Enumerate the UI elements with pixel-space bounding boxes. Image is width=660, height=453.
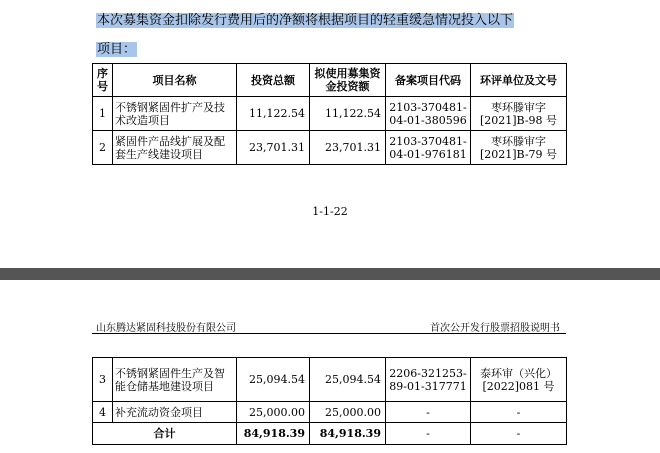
cell-seq: 4 bbox=[93, 402, 113, 423]
cell-filing-code: - bbox=[386, 402, 471, 423]
cell-total-investment: 25,094.54 bbox=[237, 358, 310, 402]
cell-project-name: 不锈钢紧固件扩产及技术改造项目 bbox=[113, 97, 237, 131]
cell-total-label: 合计 bbox=[93, 423, 237, 445]
header-seq: 序号 bbox=[93, 64, 113, 97]
header-rule bbox=[92, 333, 566, 334]
cell-eia: 枣环滕审字[2021]B-98 号 bbox=[471, 97, 567, 131]
cell-project-name: 紧固件产品线扩展及配套生产线建设项目 bbox=[113, 131, 237, 165]
cell-seq: 1 bbox=[93, 97, 113, 131]
cell-filing-code: 2206-321253-89-01-317771 bbox=[386, 358, 471, 402]
header-eia: 环评单位及文号 bbox=[471, 64, 567, 97]
table-row bbox=[93, 402, 567, 423]
intro-line-1 bbox=[96, 12, 566, 30]
cell-total-investment: 25,000.00 bbox=[237, 402, 310, 423]
cell-raised-funds: 25,094.54 bbox=[310, 358, 386, 402]
cell-project-name: 补充流动资金项目 bbox=[113, 402, 237, 423]
document-page-2 bbox=[0, 280, 660, 453]
header-total-investment: 投资总额 bbox=[237, 64, 310, 97]
cell-total-investment: 11,122.54 bbox=[237, 97, 310, 131]
cell-raised-funds: 25,000.00 bbox=[310, 402, 386, 423]
page-header-company: 山东腾达紧固科技股份有限公司 bbox=[96, 323, 236, 334]
cell-grand-raised: 84,918.39 bbox=[310, 423, 386, 445]
page-number: 1-1-22 bbox=[312, 205, 348, 218]
table-row bbox=[93, 97, 567, 131]
cell-seq: 2 bbox=[93, 131, 113, 165]
page-separator bbox=[0, 268, 660, 280]
page-header-doc-title: 首次公开发行股票招股说明书 bbox=[430, 323, 560, 334]
cell-total-investment: 23,701.31 bbox=[237, 131, 310, 165]
header-raised-funds: 拟使用募集资金投资额 bbox=[310, 64, 386, 97]
cell-raised-funds: 11,122.54 bbox=[310, 97, 386, 131]
projects-table-part-2 bbox=[92, 357, 567, 445]
cell-grand-total: 84,918.39 bbox=[237, 423, 310, 445]
cell-eia: 枣环滕审字[2021]B-79 号 bbox=[471, 131, 567, 165]
table-row bbox=[93, 358, 567, 402]
cell-eia: - bbox=[471, 402, 567, 423]
cell-project-name: 不锈钢紧固件生产及智能仓储基地建设项目 bbox=[113, 358, 237, 402]
intro-line-2 bbox=[96, 41, 566, 59]
cell-eia: 泰环审（兴化）[2022]081 号 bbox=[471, 358, 567, 402]
cell-eia: - bbox=[471, 423, 567, 445]
header-project-name: 项目名称 bbox=[113, 64, 237, 97]
cell-filing-code: 2103-370481-04-01-380596 bbox=[386, 97, 471, 131]
cell-seq: 3 bbox=[93, 358, 113, 402]
table-header-row bbox=[93, 64, 567, 97]
intro-text-highlight-2: 项目： bbox=[97, 42, 137, 57]
table-total-row bbox=[93, 423, 567, 445]
table-row bbox=[93, 131, 567, 165]
cell-raised-funds: 23,701.31 bbox=[310, 131, 386, 165]
header-filing-code: 备案项目代码 bbox=[386, 64, 471, 97]
intro-text-highlight: 本次募集资金扣除发行费用后的净额将根据项目的轻重缓急情况投入以下 bbox=[97, 13, 514, 28]
cell-filing-code: - bbox=[386, 423, 471, 445]
projects-table-part-1 bbox=[92, 63, 567, 165]
cell-filing-code: 2103-370481-04-01-976181 bbox=[386, 131, 471, 165]
